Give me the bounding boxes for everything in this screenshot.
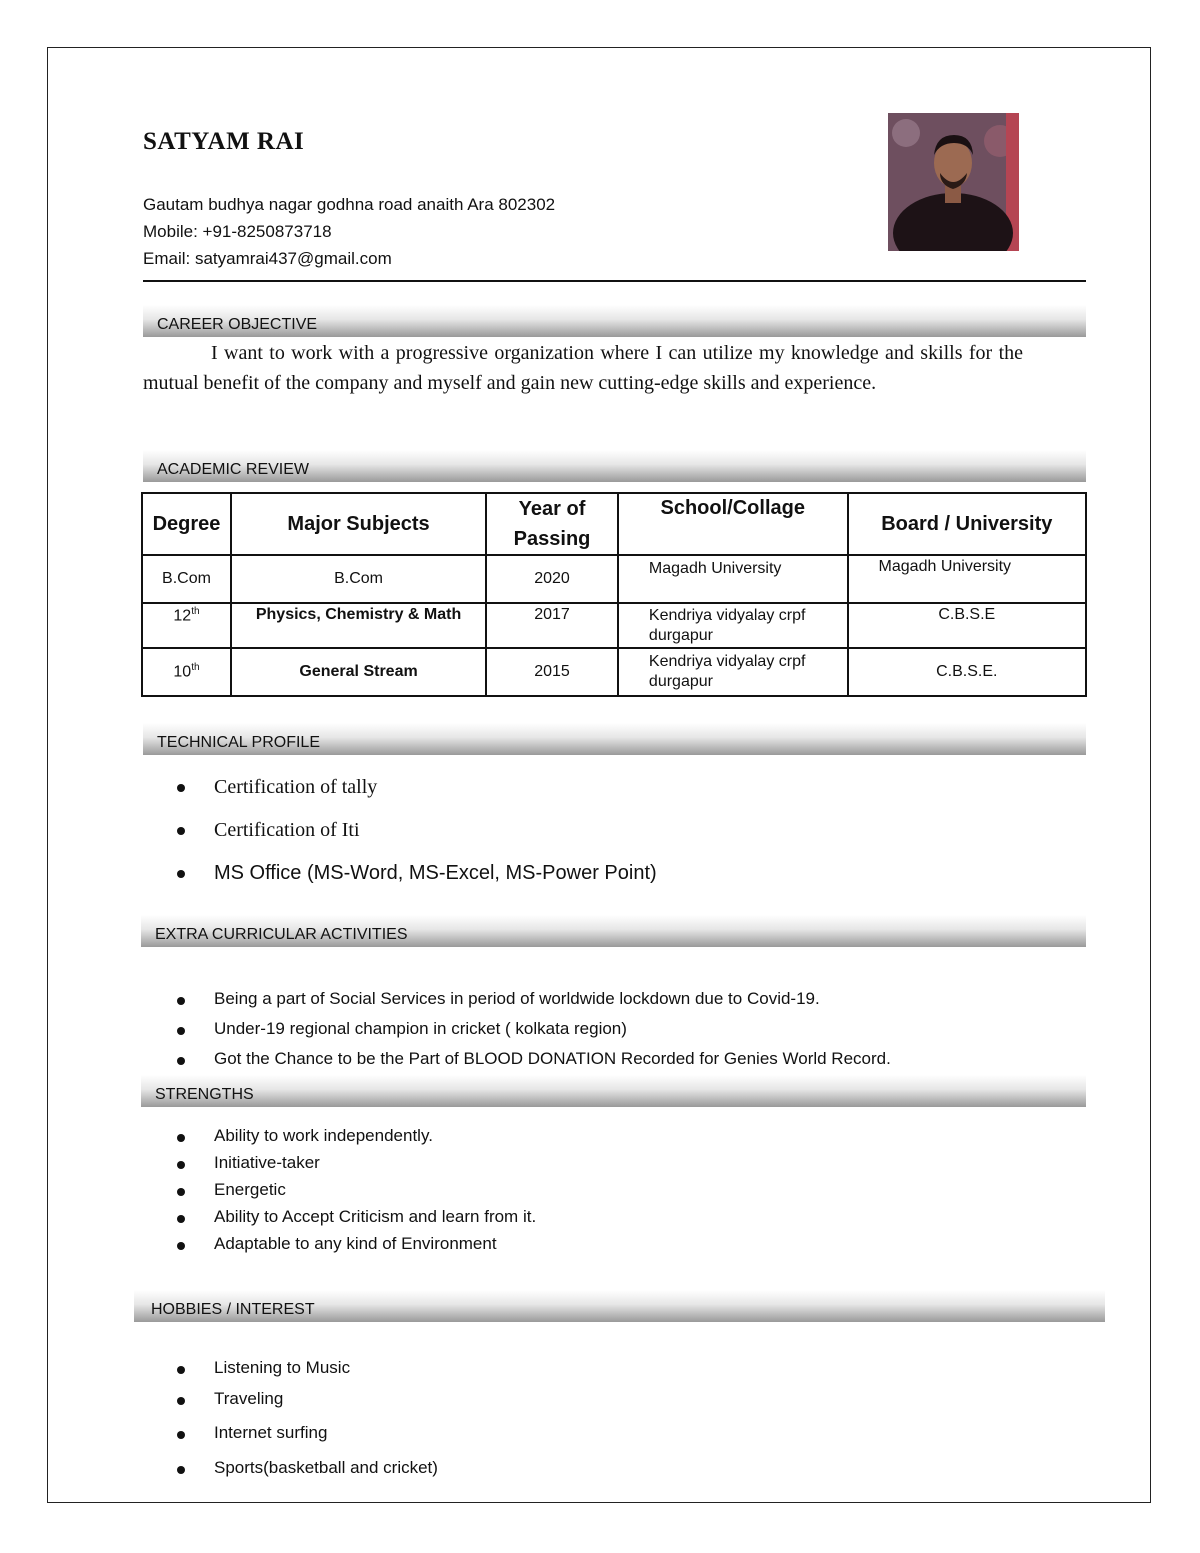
cell-school: Magadh University (618, 555, 848, 603)
list-item: Energetic (143, 1178, 536, 1205)
mobile: Mobile: +91-8250873718 (143, 222, 332, 241)
cell-school: Kendriya vidyalay crpf durgapur (618, 648, 848, 696)
header-major-subjects: Major Subjects (231, 493, 486, 555)
cell-board: Magadh University (848, 555, 1086, 603)
email: Email: satyamrai437@gmail.com (143, 249, 392, 268)
list-item: Sports(basketball and cricket) (143, 1456, 438, 1487)
cell-degree: 12th (142, 603, 231, 648)
header-divider (143, 280, 1086, 282)
list-item: Internet surfing (143, 1421, 438, 1456)
table-row (142, 603, 1086, 648)
list-item: Certification of tally (143, 772, 657, 815)
academic-header-row (142, 493, 1086, 555)
list-item: Certification of Iti (143, 815, 657, 858)
list-item: Adaptable to any kind of Environment (143, 1232, 536, 1259)
cell-year: 2020 (486, 555, 618, 603)
cell-subjects: B.Com (231, 555, 486, 603)
header-board: Board / University (848, 493, 1086, 555)
list-item: Traveling (143, 1387, 438, 1421)
cell-subjects: General Stream (231, 648, 486, 696)
hobbies-list (143, 1356, 438, 1487)
list-item: Ability to work independently. (143, 1124, 536, 1151)
list-item: Being a part of Social Services in period of worldwide lockdown due to Covid-19. (143, 987, 891, 1017)
cell-year: 2017 (486, 603, 618, 648)
cell-school: Kendriya vidyalay crpf durgapur (618, 603, 848, 648)
objective-paragraph: I want to work with a progressive organization where I can utilize my knowledge and skills for the mutual benefit of the company and myself and gain new cutting-edge skills and experience. (143, 342, 1023, 394)
header-degree: Degree (142, 493, 231, 555)
strengths-list (143, 1124, 536, 1259)
cell-board: C.B.S.E. (848, 648, 1086, 696)
section-hobbies: HOBBIES / INTEREST (134, 1290, 1105, 1322)
section-career-objective: CAREER OBJECTIVE (143, 305, 1086, 337)
cell-year: 2015 (486, 648, 618, 696)
extra-curricular-list (143, 987, 891, 1077)
list-item: Initiative-taker (143, 1151, 536, 1178)
profile-photo-image (888, 113, 1019, 251)
list-item: Under-19 regional champion in cricket ( kolkata region) (143, 1017, 891, 1047)
list-item: Listening to Music (143, 1356, 438, 1387)
header-year: Year of Passing (486, 493, 618, 555)
table-row (142, 555, 1086, 603)
cell-board: C.B.S.E (848, 603, 1086, 648)
candidate-name: SATYAM RAI (143, 128, 305, 155)
profile-photo (888, 113, 1019, 251)
cell-degree: B.Com (142, 555, 231, 603)
cell-subjects: Physics, Chemistry & Math (231, 603, 486, 648)
address: Gautam budhya nagar godhna road anaith Ara 802302 (143, 195, 556, 214)
section-technical-profile: TECHNICAL PROFILE (143, 723, 1086, 755)
header-school: School/Collage (618, 493, 848, 555)
career-objective-text (143, 338, 1023, 398)
table-row (142, 648, 1086, 696)
section-academic-review: ACADEMIC REVIEW (143, 450, 1086, 482)
cell-degree: 10th (142, 648, 231, 696)
list-item: Got the Chance to be the Part of BLOOD DONATION Recorded for Genies World Record. (143, 1047, 891, 1077)
technical-list (143, 772, 657, 901)
list-item: MS Office (MS-Word, MS-Excel, MS-Power Point) (143, 858, 657, 901)
section-strengths: STRENGTHS (141, 1075, 1086, 1107)
academic-table (141, 492, 1087, 697)
section-extra-curricular: EXTRA CURRICULAR ACTIVITIES (141, 915, 1086, 947)
list-item: Ability to Accept Criticism and learn from it. (143, 1205, 536, 1232)
